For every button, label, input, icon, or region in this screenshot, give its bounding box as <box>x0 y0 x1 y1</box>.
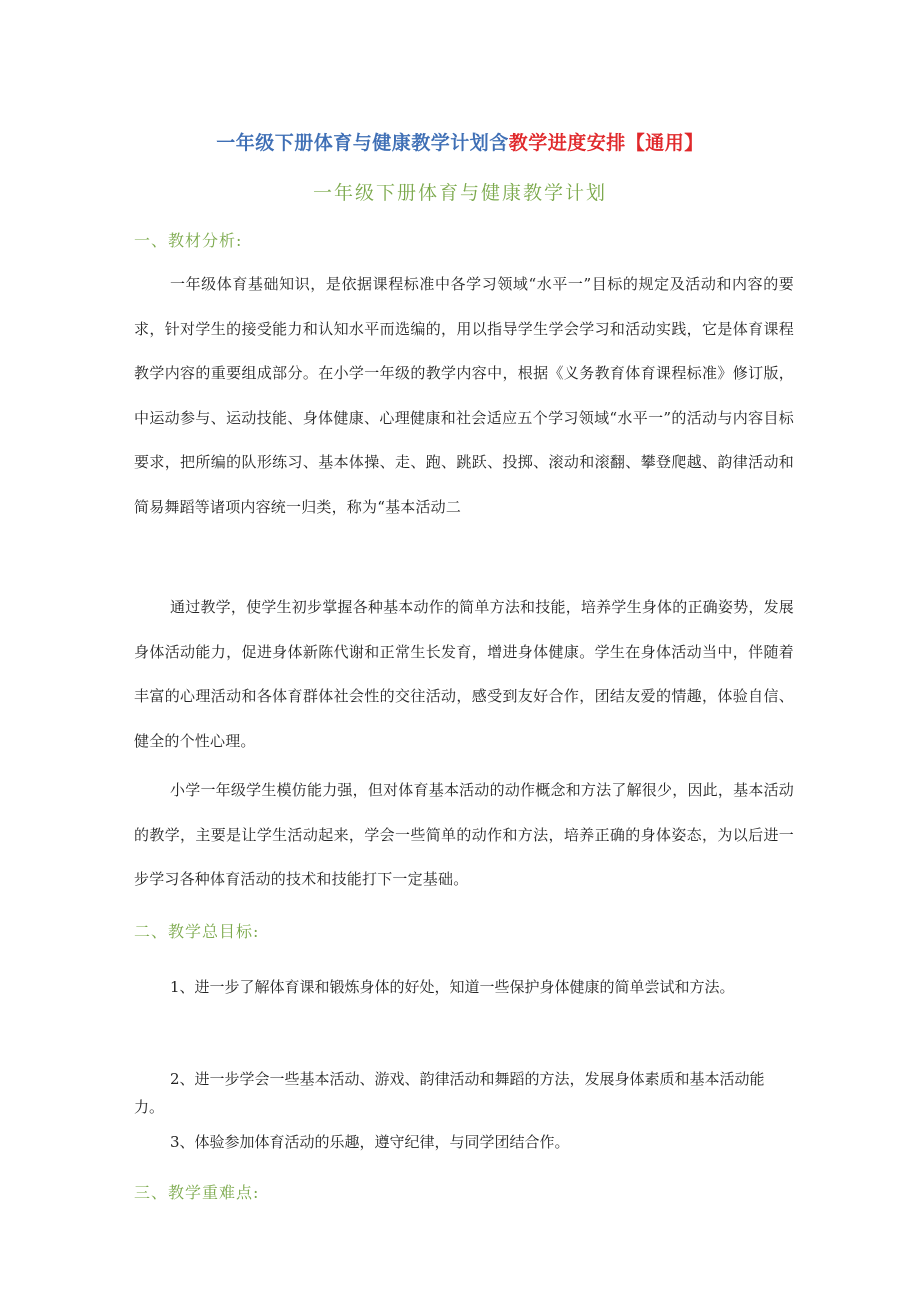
paragraph-materials-2: 通过教学，使学生初步掌握各种基本动作的简单方法和技能，培养学生身体的正确姿势，发展身体活动能力，促进身体新陈代谢和正常生长发育，增进身体健康。学生在身体活动当中，伴随着丰富的心理活动和各体育群体社会性的交往活动，感受到友好合作，团结友爱的情趣，体验自信、健全的个性心理。 <box>134 598 794 750</box>
title-part-blue: 一年级下册体育与健康教学计划含 <box>216 132 509 154</box>
section-heading-key-points: 三、教学重难点: <box>134 1183 260 1202</box>
paragraph-materials-1: 一年级体育基础知识，是依据课程标准中各学习领域“水平一”目标的规定及活动和内容的要求，针对学生的接受能力和认知水平而选编的，用以指导学生学会学习和活动实践，它是体育课程教学内容的重要组成部分。在小学一年级的教学内容中，根据《义务教育体育课程标准》修订版，中运动参与、运动技能、身体健康、心理健康和社会适应五个学习领域“水平一”的活动与内容目标要求，把所编的队形练习、基本体操、走、跑、跳跃、投掷、滚动和滚翻、攀登爬越、韵律活动和简易舞蹈等诸项内容统一归类，称为“基本活动二 <box>134 275 794 516</box>
goal-item-2: 2、进一步学会一些基本活动、游戏、韵律活动和舞蹈的方法，发展身体素质和基本活动能力。 <box>134 1070 765 1116</box>
section-heading-goals: 二、教学总目标: <box>134 922 260 941</box>
document-title <box>0 128 920 155</box>
section-heading-materials: 一、教材分析: <box>134 231 243 250</box>
paragraph-materials-3: 小学一年级学生模仿能力强，但对体育基本活动的动作概念和方法了解很少，因此，基本活动的教学，主要是让学生活动起来，学会一些简单的动作和方法，培养正确的身体姿态，为以后进一步学习各种体育活动的技术和技能打下一定基础。 <box>134 781 794 888</box>
title-part-red: 教学进度安排【通用】 <box>508 132 704 154</box>
document-subtitle: 一年级下册体育与健康教学计划 <box>312 182 607 204</box>
goal-item-3: 3、体验参加体育活动的乐趣，遵守纪律，与同学团结合作。 <box>170 1133 570 1151</box>
goal-item-1: 1、进一步了解体育课和锻炼身体的好处，知道一些保护身体健康的简单尝试和方法。 <box>170 978 735 996</box>
